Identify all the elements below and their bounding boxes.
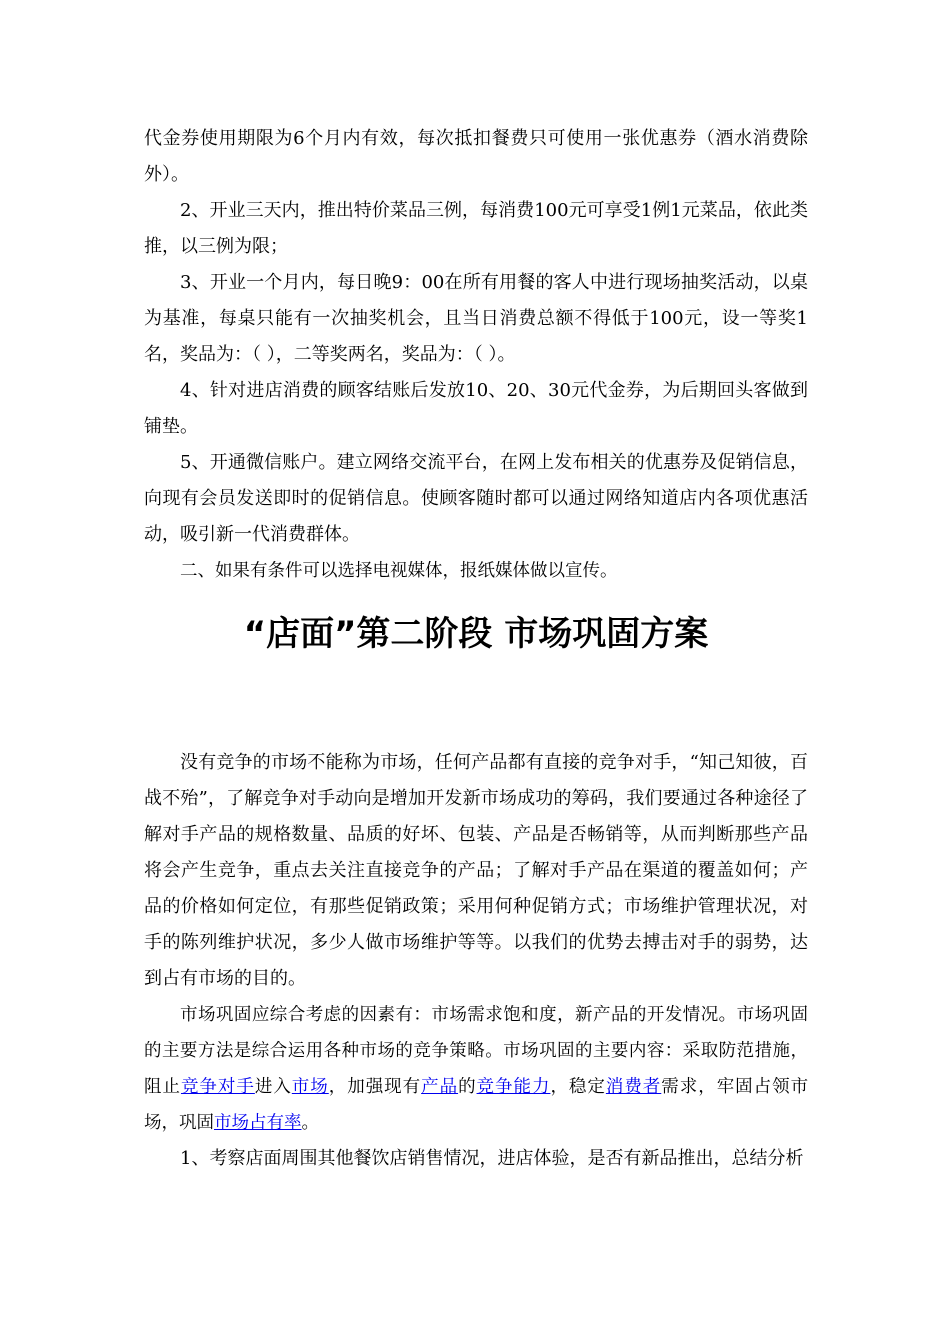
section-heading: “店面”第二阶段 市场巩固方案 xyxy=(243,614,709,654)
link-market-share[interactable]: 市场占有率 xyxy=(214,1113,302,1133)
voucher-paragraph-continued: 代金券使用期限为6个月内有效，每次抵扣餐费只可使用一张优惠券（酒水消费除外）。 xyxy=(144,128,808,185)
link-market[interactable]: 市场 xyxy=(291,1077,329,1097)
promo-item-5: 5、开通微信账户。建立网络交流平台，在网上发布相关的优惠券及促销信息，向现有会员发送即时的促销信息。使顾客随时都可以通过网络知道店内各项优惠活动，吸引新一代消费群体。 xyxy=(144,452,808,545)
link-competitor[interactable]: 竞争对手 xyxy=(180,1077,255,1097)
document-body xyxy=(144,121,808,1177)
consolidation-text: 的 xyxy=(458,1077,477,1097)
section-2-media: 二、如果有条件可以选择电视媒体，报纸媒体做以宣传。 xyxy=(180,561,618,581)
competition-paragraph: 没有竞争的市场不能称为市场，任何产品都有直接的竞争对手，“知己知彼，百战不殆”，了解竞争对手动向是增加开发新市场成功的筹码，我们要通过各种途径了解对手产品的规格数量、品质的好坏、包装、产品是否畅销等，从而判断那些产品将会产生竞争，重点去关注直接竞争的产品；了解对手产品在渠道的覆盖如何；产品的价格如何定位，有那些促销政策；采用何种促销方式；市场维护管理状况，对手的陈列维护状况，多少人做市场维护等等。以我们的优势去搏击对手的弱势，达到占有市场的目的。 xyxy=(144,752,808,989)
spacer xyxy=(144,589,808,609)
link-competitiveness[interactable]: 竞争能力 xyxy=(476,1077,551,1097)
promo-item-2: 2、开业三天内，推出特价菜品三例，每消费100元可享受1例1元菜品，依此类推，以三例为限； xyxy=(144,200,808,257)
consolidation-text: 市场巩固应综合考虑的因素有：市场需求饱和度，新产品的开发情况。市场巩固的主要方法是综合运用各种市场的竞争策略。市场巩固的主要内容：采取防范措施，阻止 xyxy=(144,1005,808,1097)
consolidation-text: 进入 xyxy=(254,1077,292,1097)
link-product[interactable]: 产品 xyxy=(421,1077,459,1097)
spacer xyxy=(144,659,808,745)
consolidation-text: ，加强现有 xyxy=(328,1077,422,1097)
consolidation-text: 需求，牢固占领市场，巩固 xyxy=(144,1077,809,1133)
survey-item-1: 1、考察店面周围其他餐饮店销售情况，进店体验，是否有新品推出，总结分析 xyxy=(180,1148,804,1169)
consolidation-text: 。 xyxy=(301,1113,319,1133)
consolidation-paragraph xyxy=(144,997,808,1141)
consolidation-text: ，稳定 xyxy=(550,1077,606,1097)
promo-item-3: 3、开业一个月内，每日晚9：00在所有用餐的客人中进行现场抽奖活动，以桌为基准，每桌只能有一次抽奖机会，且当日消费总额不得低于100元，设一等奖1名，奖品为：（ ），二等奖两名，奖品为：（ ）。 xyxy=(144,272,808,365)
promo-item-4: 4、针对进店消费的顾客结账后发放10、20、30元代金券，为后期回头客做到铺垫。 xyxy=(144,380,808,437)
link-consumer[interactable]: 消费者 xyxy=(605,1077,662,1097)
